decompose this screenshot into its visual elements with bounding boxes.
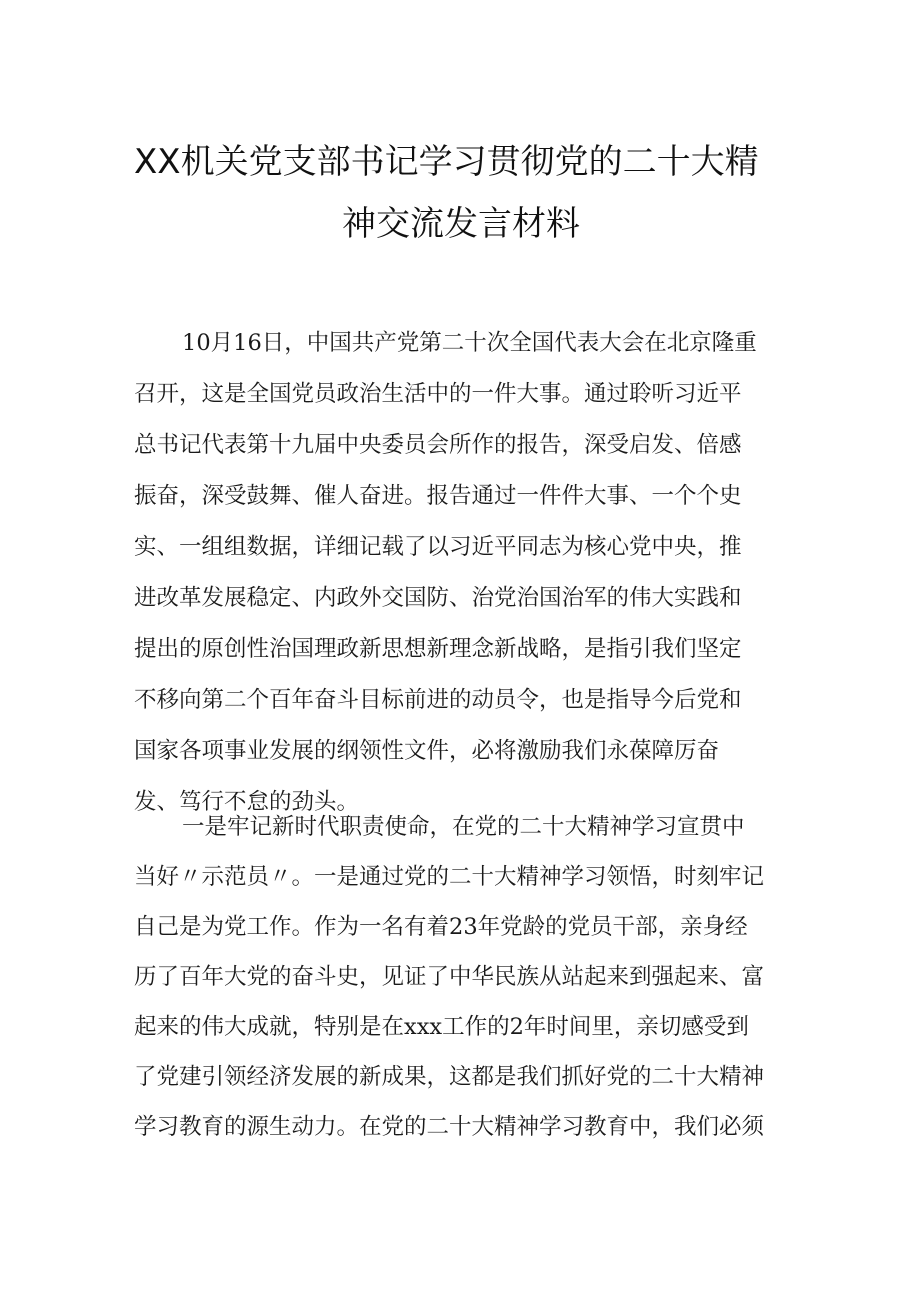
document-title-line-2: 神交流发言材料 [342, 204, 580, 244]
paragraph-line: 当好〃示范员〃。一是通过党的二十大精神学习领悟，时刻牢记 [134, 864, 765, 890]
paragraph-line: 提出的原创性治国理政新思想新理念新战略，是指引我们坚定 [134, 636, 742, 662]
paragraph-line: 召开，这是全国党员政治生活中的一件大事。通过聆听习近平 [134, 381, 742, 407]
paragraph-line: 总书记代表第十九届中央委员会所作的报告，深受启发、倍感 [134, 432, 742, 458]
paragraph-line: 进改革发展稳定、内政外交国防、治党治国治军的伟大实践和 [134, 585, 742, 611]
paragraph-line: 发、笃行不怠的劲头。 [134, 789, 360, 815]
paragraph-line: 起来的伟大成就，特别是在xxx工作的2年时间里，亲切感受到 [134, 1014, 749, 1040]
paragraph-line: 历了百年大党的奋斗史，见证了中华民族从站起来到强起来、富 [134, 964, 765, 990]
paragraph-line: 国家各项事业发展的纲领性文件，必将激励我们永葆障厉奋 [134, 738, 720, 764]
paragraph-line: 10月16日，中国共产党第二十次全国代表大会在北京隆重 [182, 330, 757, 356]
paragraph-line: 振奋，深受鼓舞、催人奋进。报告通过一件件大事、一个个史 [134, 483, 742, 509]
paragraph-line: 了党建引领经济发展的新成果，这都是我们抓好党的二十大精神 [134, 1064, 765, 1090]
paragraph-line: 不移向第二个百年奋斗目标前进的动员令，也是指导今后党和 [134, 687, 742, 713]
paragraph-line: 学习教育的源生动力。在党的二十大精神学习教育中，我们必须 [134, 1114, 765, 1140]
paragraph-line: 实、一组组数据，详细记载了以习近平同志为核心党中央，推 [134, 534, 742, 560]
document-title-line-1: XX机关党支部书记学习贯彻党的二十大精 [134, 142, 759, 182]
paragraph-line: 自己是为党工作。作为一名有着23年党龄的党员干部，亲身经 [134, 914, 748, 940]
paragraph-line: 一是牢记新时代职责使命，在党的二十大精神学习宣贯中 [182, 814, 745, 840]
